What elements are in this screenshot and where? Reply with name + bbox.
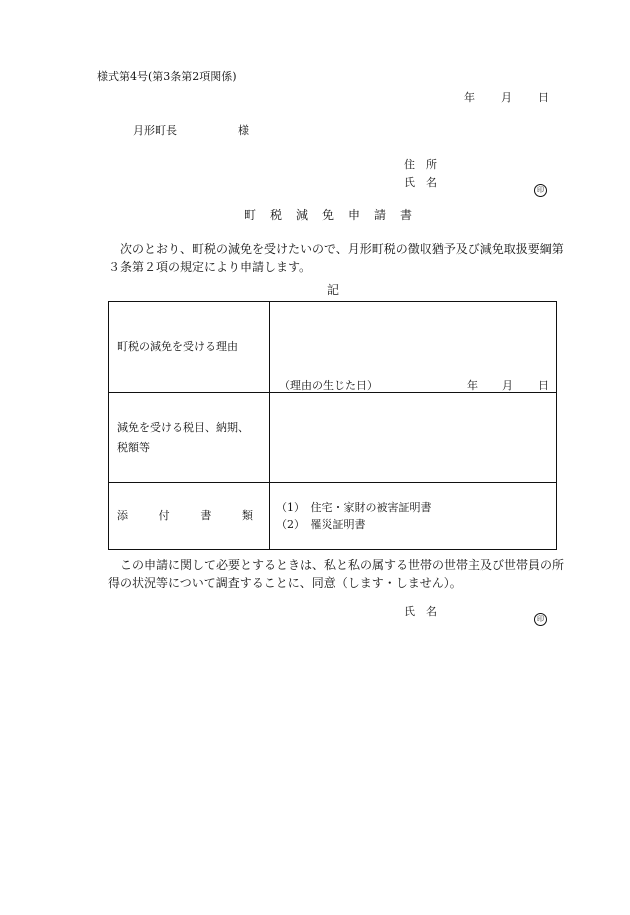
date-year: 年 [464,91,475,104]
date-month: 月 [501,91,512,104]
title-char: 請 [373,208,386,222]
consent-paragraph: この申請に関して必要とするときは、私と私の属する世帯の世帯主及び世帯員の所得の状況等について調査することに、同意（します・しません）。 [108,558,565,590]
applicant-name-label: 氏 名 [404,176,437,189]
intro-paragraph: 次のとおり、町税の減免を受けたいので、月形町税の徴収猶予及び減免取扱要綱第３条第２項の規定により申請します。 [108,242,564,274]
reason-value[interactable] [270,302,557,393]
tax-label-text: 減免を受ける税目、納期、税額等 [117,420,249,454]
seal-mark: 印 [534,613,547,626]
reason-date-year: 年 [467,379,478,392]
applicant-address-label: 住 所 [404,158,437,171]
title-char: 書 [399,208,412,222]
applicant-seal [534,177,547,197]
attachment-label-char: 付 [158,509,170,522]
reason-date-day: 日 [538,379,549,392]
reason-date-month: 月 [502,379,513,392]
tax-row [109,393,557,483]
ki-heading: 記 [327,283,340,297]
date-day: 日 [538,91,549,104]
seal-mark: 印 [534,184,547,197]
addressee-name: 月形町長 [133,124,177,137]
addressee-honorific: 様 [238,124,249,137]
footer-name-label: 氏 名 [404,605,437,618]
tax-label [109,393,270,483]
reason-date-label: （理由の生じた日） [279,379,378,392]
attachments-value [270,483,557,550]
date-line [464,91,549,105]
reason-label: 町税の減免を受ける理由 [109,302,270,393]
attachments-label [109,483,270,550]
attachment-label-char: 類 [241,509,253,522]
attachment-item: （1） 住宅・家財の被害証明書 [276,501,432,514]
document-title [237,207,419,223]
application-table [108,301,557,550]
attachments-label-text [117,507,253,525]
form-number: 様式第4号(第3条第2項関係) [97,70,237,83]
reason-row [109,302,557,393]
attachments-row [109,483,557,550]
attachment-item: （2） 罹災証明書 [276,518,366,531]
attachment-label-char: 添 [117,509,128,522]
title-char: 免 [321,208,334,222]
attachment-label-char: 書 [200,509,212,522]
title-char: 税 [269,208,282,222]
tax-value[interactable] [270,393,557,483]
title-char: 減 [295,208,308,222]
title-char: 申 [347,208,360,222]
footer-seal [534,606,547,626]
title-char: 町 [243,208,256,222]
